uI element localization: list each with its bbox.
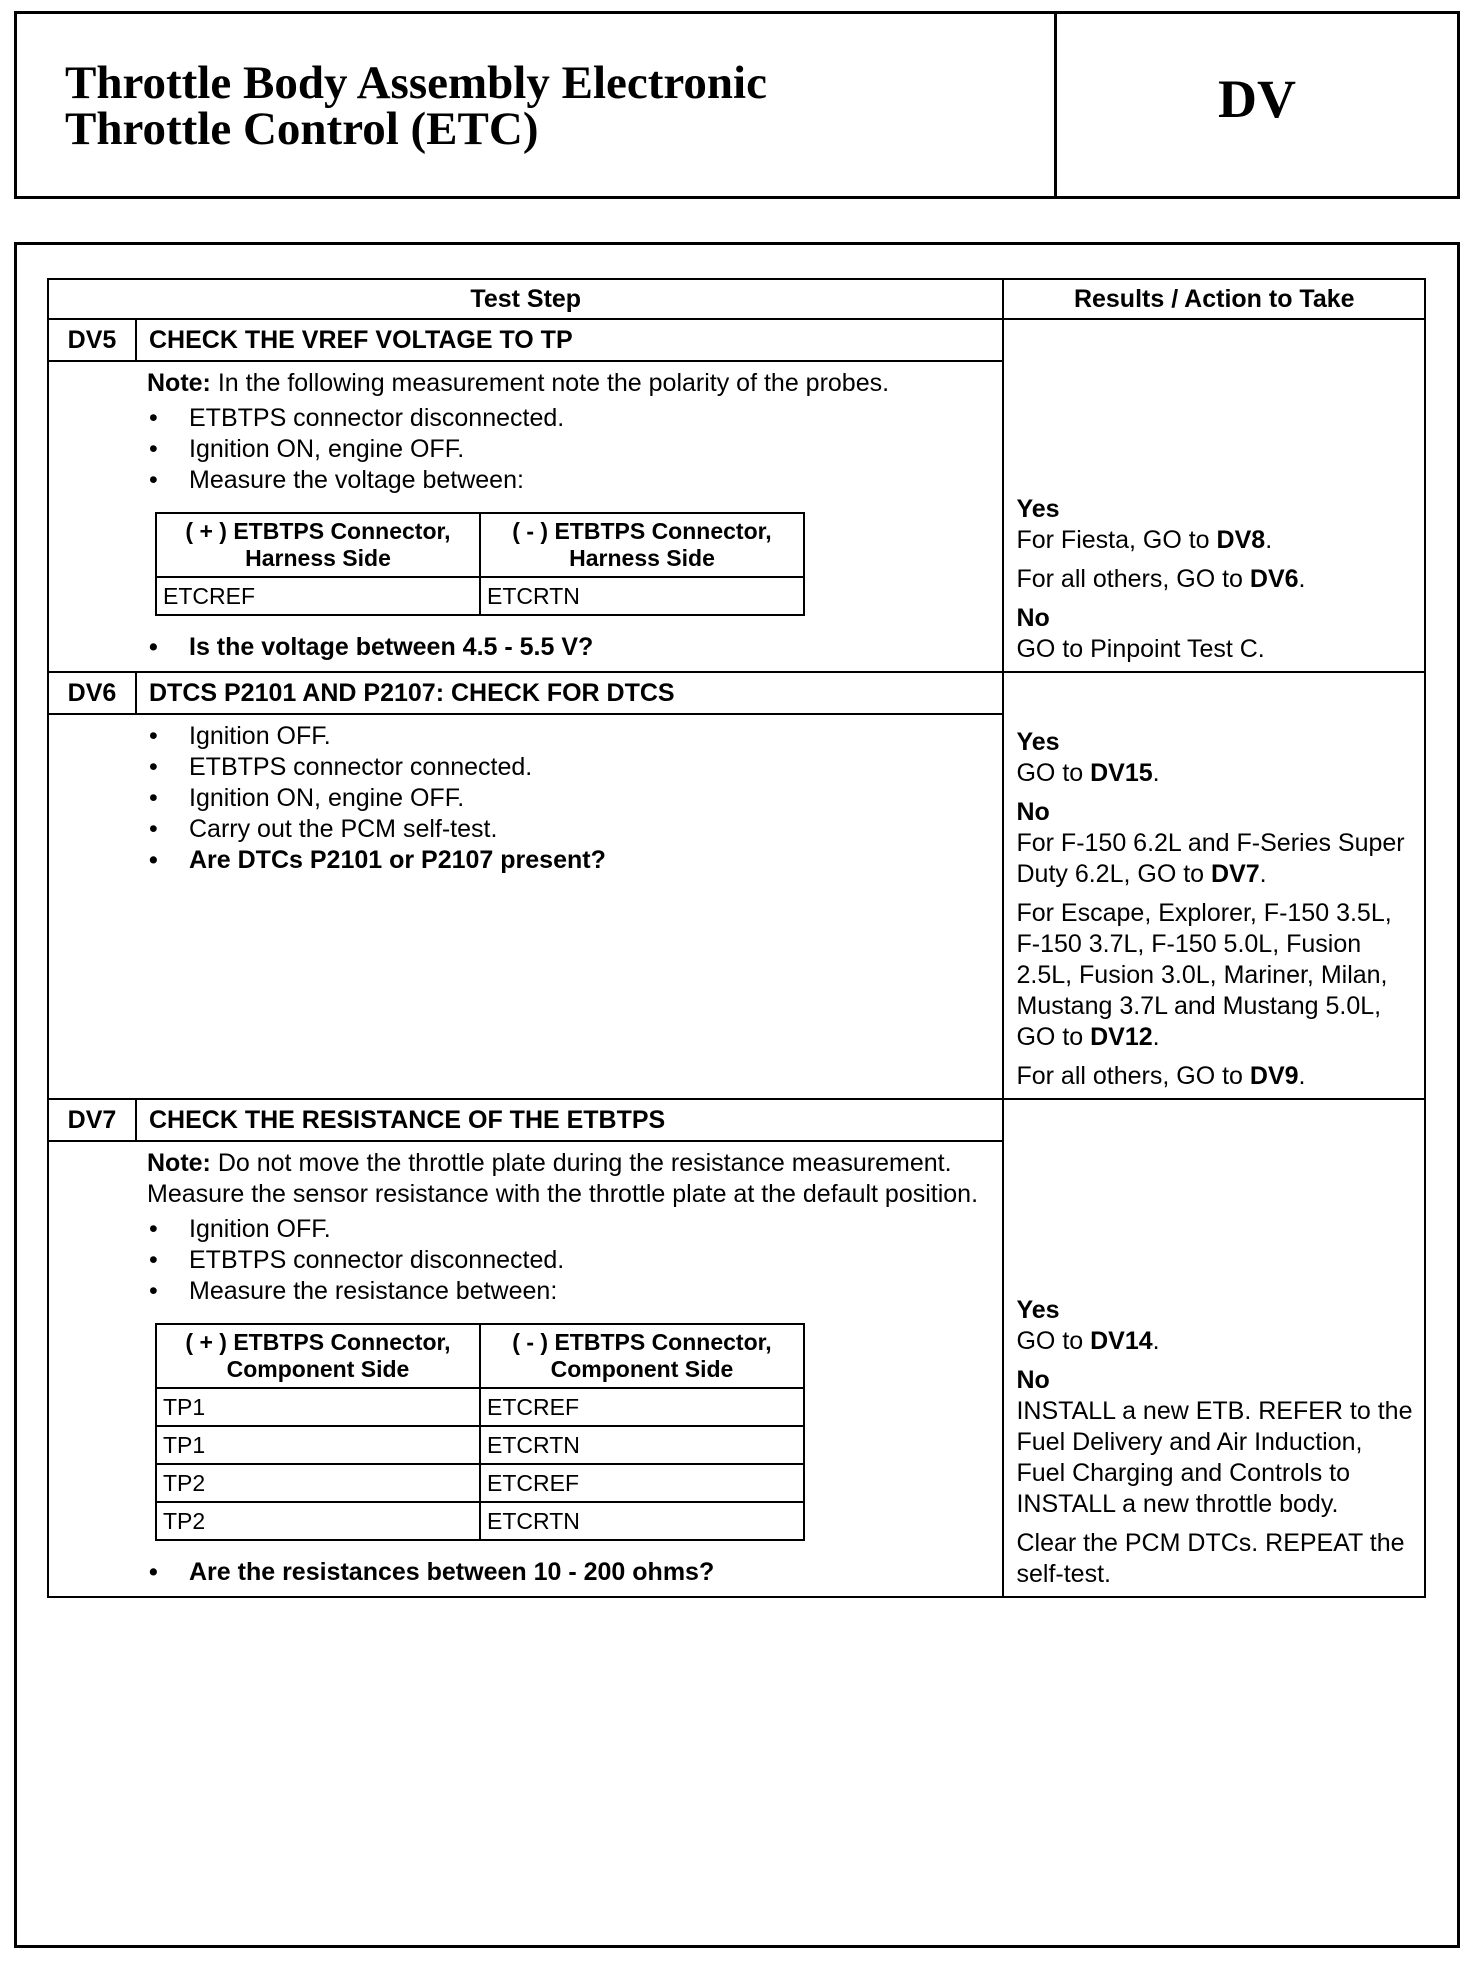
no-label: No bbox=[1016, 798, 1050, 826]
step-bullets: • ETBTPS connector disconnected. • Ignition ON, engine OFF. • Measure the voltage between: bbox=[147, 403, 992, 496]
step-body-dv7 bbox=[48, 1141, 1003, 1597]
step-question: • Are the resistances between 10 - 200 ohms? bbox=[147, 1557, 992, 1588]
step-body-dv5 bbox=[48, 361, 1003, 672]
yes-label: Yes bbox=[1016, 495, 1060, 523]
results-dv5: Yes For Fiesta, GO to DV8. For all others, GO to DV6. No GO to Pinpoint Test C. bbox=[1003, 319, 1425, 672]
step-bullets: • Ignition OFF. • ETBTPS connector disconnected. • Measure the resistance between: bbox=[147, 1214, 992, 1307]
no-label: No bbox=[1016, 1366, 1050, 1394]
step-bullets: • Ignition OFF. • ETBTPS connector connected. • Ignition ON, engine OFF. • Carry out the PCM self-test. • Are DTCs P2101 or P2107 present? bbox=[147, 721, 992, 876]
table-row: TP2 ETCRTN bbox=[156, 1502, 804, 1540]
column-header-results: Results / Action to Take bbox=[1003, 279, 1425, 319]
page-header bbox=[14, 11, 1460, 199]
content-frame bbox=[14, 242, 1460, 1948]
step-link-dv6[interactable]: DV6 bbox=[1249, 565, 1299, 593]
table-row: TP1 ETCRTN bbox=[156, 1426, 804, 1464]
step-link-dv9[interactable]: DV9 bbox=[1249, 1062, 1299, 1090]
step-body-dv6 bbox=[48, 714, 1003, 1099]
table-row: ETCREF ETCRTN bbox=[156, 577, 804, 615]
step-question: • Are DTCs P2101 or P2107 present? bbox=[147, 845, 992, 876]
no-action: GO to Pinpoint Test C. bbox=[1016, 635, 1265, 663]
table-row: TP1 ETCREF bbox=[156, 1388, 804, 1426]
connector-table: ( + ) ETBTPS Connector, Component Side ( - ) ETBTPS Connector, Component Side TP1 ETCREF TP1 ETCRTN TP2 ETCREF TP2 ETCRTN bbox=[155, 1323, 805, 1541]
step-code-dv5: DV5 bbox=[48, 319, 136, 361]
step-question: • Is the voltage between 4.5 - 5.5 V? bbox=[147, 632, 992, 663]
step-link-dv8[interactable]: DV8 bbox=[1216, 526, 1266, 554]
pinpoint-test-table bbox=[47, 278, 1426, 1598]
connector-table: ( + ) ETBTPS Connector, Harness Side ( - ) ETBTPS Connector, Harness Side ETCREF ETCRTN bbox=[155, 512, 805, 616]
step-link-dv12[interactable]: DV12 bbox=[1090, 1023, 1153, 1051]
column-header-test-step: Test Step bbox=[48, 279, 1003, 319]
step-link-dv14[interactable]: DV14 bbox=[1090, 1327, 1153, 1355]
yes-label: Yes bbox=[1016, 1296, 1060, 1324]
section-code: DV bbox=[1218, 69, 1296, 129]
note: Note: In the following measurement note the polarity of the probes. bbox=[147, 369, 890, 397]
step-code-dv6: DV6 bbox=[48, 672, 136, 714]
yes-label: Yes bbox=[1016, 728, 1060, 756]
page-title: Throttle Body Assembly Electronic Throttle Control (ETC) bbox=[17, 14, 1057, 196]
note: Note: Do not move the throttle plate during the resistance measurement. Measure the sensor resistance with the throttle plate at the default position. bbox=[147, 1149, 979, 1208]
step-link-dv15[interactable]: DV15 bbox=[1090, 759, 1153, 787]
no-label: No bbox=[1016, 604, 1050, 632]
table-row: TP2 ETCREF bbox=[156, 1464, 804, 1502]
results-dv6: Yes GO to DV15. No For F-150 6.2L and F-Series Super Duty 6.2L, GO to DV7. For Escape, Explorer, F-150 3.5L, F-150 3.7L, F-150 5.0L, Fusion 2.5L, Fusion 3.0L, Mariner, Milan, Mustang 3.7L and Mustang 5.0L, GO to DV12. For all others, GO to DV9. bbox=[1003, 672, 1425, 1099]
step-title-dv7: CHECK THE RESISTANCE OF THE ETBTPS bbox=[136, 1099, 1003, 1141]
step-link-dv7[interactable]: DV7 bbox=[1211, 860, 1260, 888]
step-code-dv7: DV7 bbox=[48, 1099, 136, 1141]
results-dv7: Yes GO to DV14. No INSTALL a new ETB. REFER to the Fuel Delivery and Air Induction, Fuel Charging and Controls to INSTALL a new throttle body. Clear the PCM DTCs. REPEAT the self-test. bbox=[1003, 1099, 1425, 1597]
step-title-dv6: DTCS P2101 AND P2107: CHECK FOR DTCS bbox=[136, 672, 1003, 714]
step-title-dv5: CHECK THE VREF VOLTAGE TO TP bbox=[136, 319, 1003, 361]
